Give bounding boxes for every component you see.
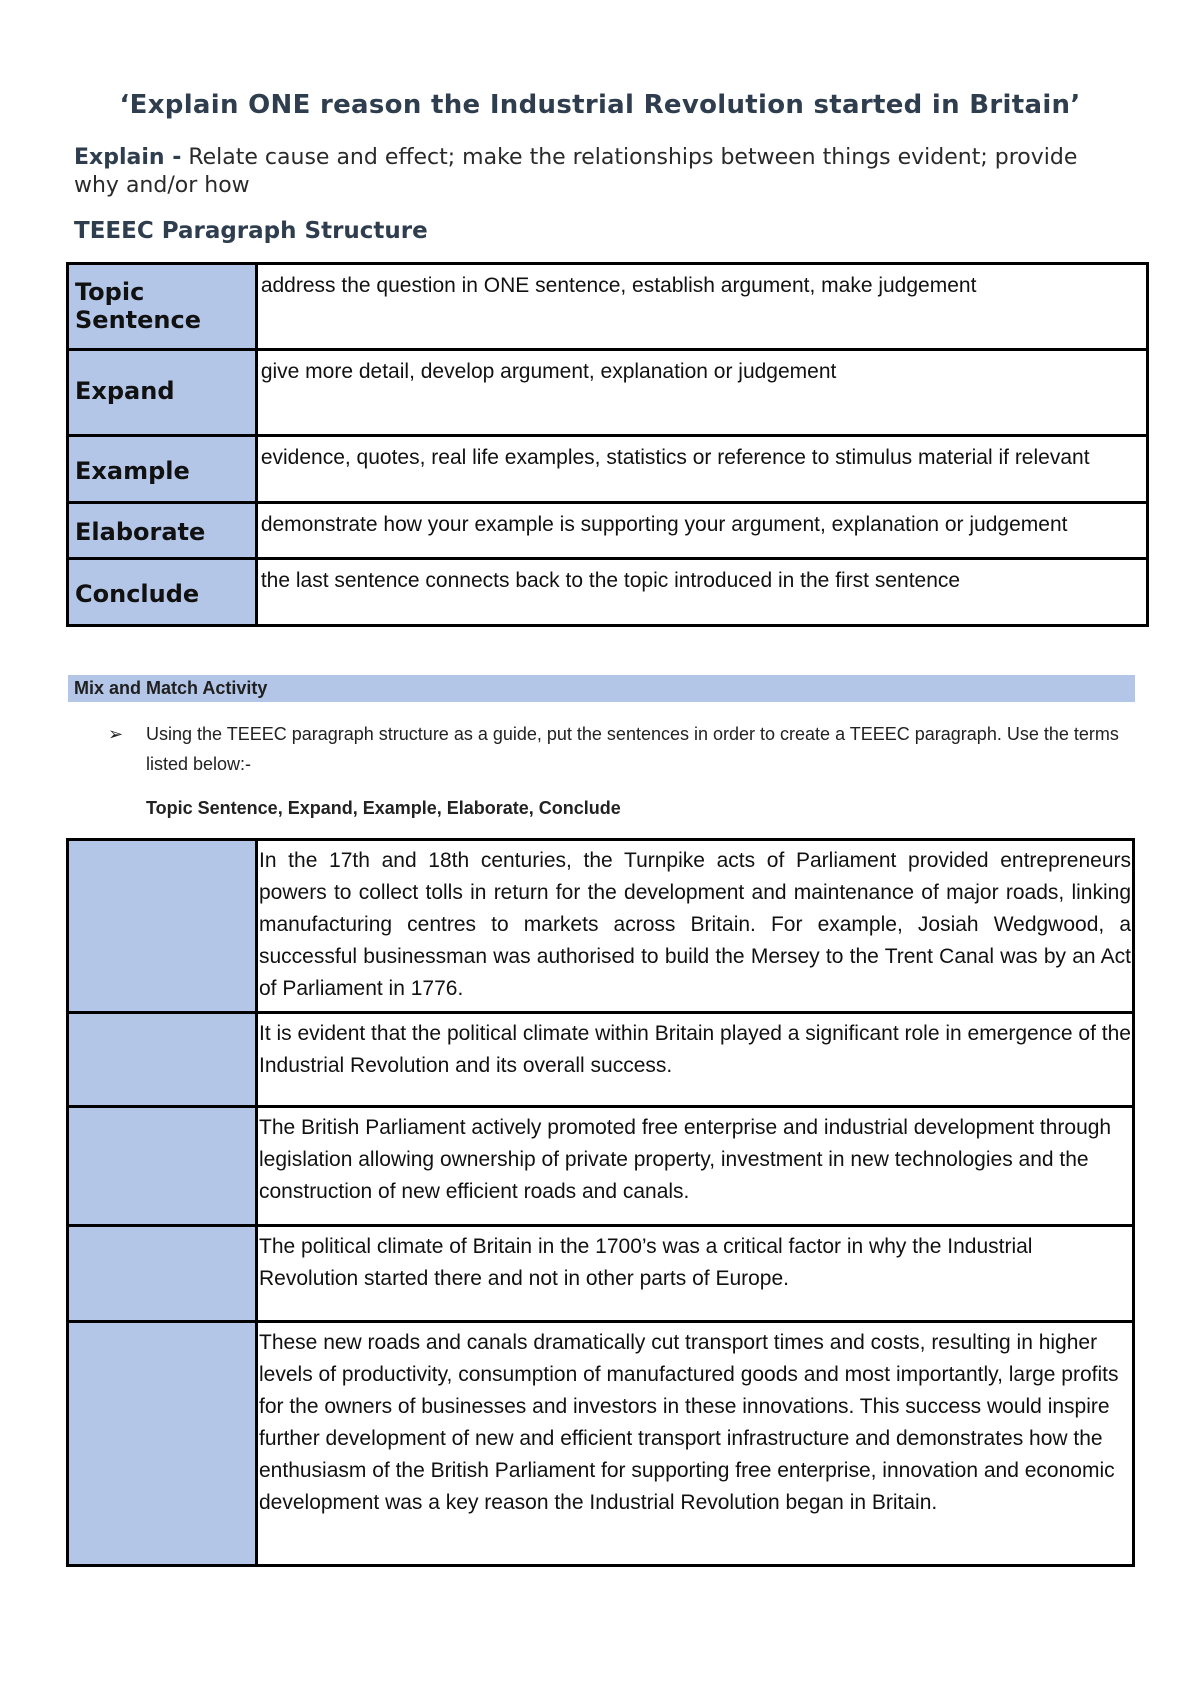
activity-instruction — [108, 719, 1138, 779]
explain-definition-text: Relate cause and effect; make the relationships between things evident; provide why and/or how — [74, 145, 1078, 198]
explain-definition — [74, 144, 1124, 200]
teeec-description: demonstrate how your example is supporting your argument, explanation or judgement — [260, 513, 1068, 536]
explain-term: Explain - — [74, 145, 182, 170]
mix-sentence: In the 17th and 18th centuries, the Turnpike acts of Parliament provided entrepreneurs powers to collect tolls in return for the development and maintenance of major roads, linking manufacturing centres to markets across Britain. For example, Josiah Wedgwood, a successful businessman was authorised to build the Mersey to the Trent Canal was by an Act of Parliament in 1776. — [259, 849, 1131, 1000]
teeec-description: give more detail, develop argument, explanation or judgement — [260, 360, 837, 383]
mix-sentence: It is evident that the political climate within Britain played a significant role in emergence of the Industrial Revolution and its overall success. — [259, 1022, 1131, 1077]
activity-instruction-text: Using the TEEEC paragraph structure as a guide, put the sentences in order to create a TEEEC paragraph. Use the terms listed below:- — [146, 724, 1119, 774]
teeec-description: the last sentence connects back to the topic introduced in the first sentence — [260, 569, 961, 592]
teeec-row-topic-sentence — [68, 264, 1148, 350]
arrow-bullet-icon: ➢ — [108, 724, 124, 744]
mix-sentence-cell — [257, 1322, 1134, 1566]
teeec-label-cell — [68, 350, 257, 436]
mix-answer-cell[interactable] — [68, 1013, 257, 1107]
structure-heading: TEEEC Paragraph Structure — [74, 218, 428, 244]
teeec-label: Example — [75, 457, 190, 485]
teeec-label-cell — [68, 503, 257, 559]
mix-answer-cell[interactable] — [68, 840, 257, 1013]
activity-heading: Mix and Match Activity — [74, 678, 268, 698]
mix-row — [68, 1322, 1134, 1566]
worksheet-title: ‘Explain ONE reason the Industrial Revolution started in Britain’ — [119, 90, 1081, 120]
teeec-label: Topic Sentence — [75, 278, 201, 334]
teeec-row-expand — [68, 350, 1148, 436]
teeec-description: evidence, quotes, real life examples, statistics or reference to stimulus material if relevant — [260, 446, 1090, 469]
teeec-label: Expand — [75, 377, 175, 405]
mix-row — [68, 840, 1134, 1013]
mix-answer-cell[interactable] — [68, 1322, 257, 1566]
activity-heading-bar — [68, 675, 1135, 702]
activity-terms: Topic Sentence, Expand, Example, Elaborate, Conclude — [146, 798, 621, 818]
teeec-label: Conclude — [75, 580, 200, 608]
mix-sentence-cell — [257, 1107, 1134, 1226]
teeec-label-cell — [68, 264, 257, 350]
mix-sentence-cell — [257, 1013, 1134, 1107]
mix-row — [68, 1013, 1134, 1107]
teeec-label: Elaborate — [75, 518, 206, 546]
teeec-description-cell — [256, 503, 1147, 559]
mix-answer-cell[interactable] — [68, 1107, 257, 1226]
mix-match-table — [66, 838, 1135, 1567]
mix-row — [68, 1107, 1134, 1226]
teeec-description-cell — [256, 559, 1147, 626]
mix-sentence: The political climate of Britain in the 1700’s was a critical factor in why the Industrial Revolution started there and not in other parts of Europe. — [259, 1235, 1033, 1290]
mix-sentence-cell — [257, 1226, 1134, 1322]
teeec-description-cell — [256, 264, 1147, 350]
mix-row — [68, 1226, 1134, 1322]
mix-sentence: The British Parliament actively promoted free enterprise and industrial development through legislation allowing ownership of private property, investment in new technologies and the construction of new efficient roads and canals. — [259, 1116, 1112, 1203]
teeec-structure-table — [66, 262, 1149, 627]
teeec-label-cell — [68, 436, 257, 503]
teeec-row-elaborate — [68, 503, 1148, 559]
mix-sentence: These new roads and canals dramatically cut transport times and costs, resulting in higher levels of productivity, consumption of manufactured goods and most importantly, large profits for the owners of businesses and investors in these innovations. This success would inspire further development of new and efficient transport infrastructure and demonstrates how the enthusiasm of the British Parliament for supporting free enterprise, innovation and economic development was a key reason the Industrial Revolution began in Britain. — [259, 1331, 1119, 1514]
mix-answer-cell[interactable] — [68, 1226, 257, 1322]
mix-sentence-cell — [257, 840, 1134, 1013]
teeec-description: address the question in ONE sentence, establish argument, make judgement — [260, 274, 977, 297]
teeec-row-example — [68, 436, 1148, 503]
teeec-row-conclude — [68, 559, 1148, 626]
teeec-description-cell — [256, 436, 1147, 503]
teeec-label-cell — [68, 559, 257, 626]
teeec-description-cell — [256, 350, 1147, 436]
